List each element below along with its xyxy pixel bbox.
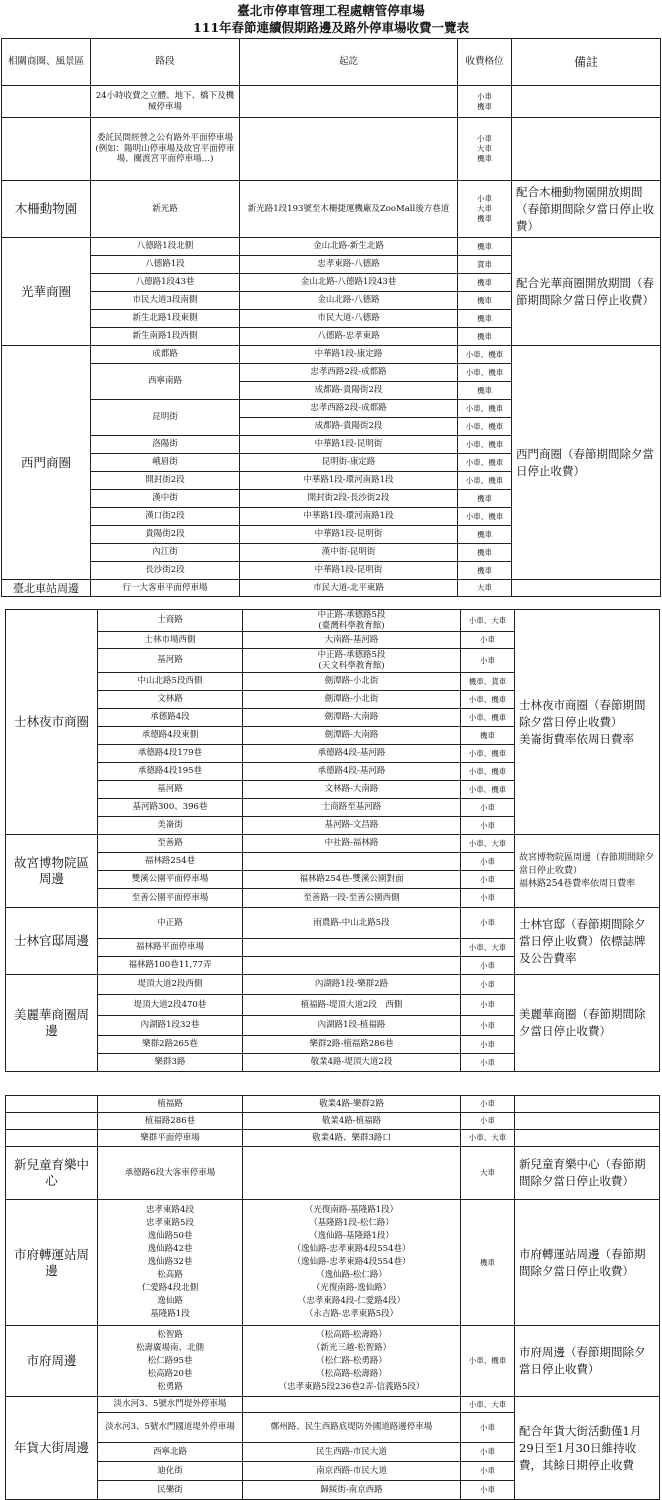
fee-cell: 小車、機車 — [461, 691, 515, 709]
range-cell: 中正路-承德路5段 (臺灣科學教育館) — [243, 610, 461, 632]
road-cell: 士商路 — [98, 610, 243, 632]
range-cell: 至善路一段-至善公園西側 — [243, 889, 461, 908]
table-row — [6, 610, 660, 632]
road-cell: 福林路100巷11,77弄 — [98, 957, 243, 975]
road-cell: 植福路 — [98, 1096, 243, 1113]
range-cell: 中社路-福林路 — [243, 835, 461, 853]
road-cell: 中山北路5段西側 — [98, 673, 243, 691]
note-cell — [515, 1096, 660, 1113]
range-cell: 中華路1段-昆明街 — [240, 436, 458, 454]
area-cell: 市府轉運站周邊 — [6, 1200, 98, 1326]
note-cell: 西門商圈（春節期間除夕當日停止收費） — [512, 346, 661, 580]
note-cell: 市府轉運站周邊（春節期間除夕當日停止收費） — [515, 1200, 660, 1326]
table-row — [6, 1147, 660, 1200]
range-cell — [243, 957, 461, 975]
road-cell: 中正路 — [98, 908, 243, 939]
road-cell: 委託民間經營之公有路外平面停車場(例如：陽明山停車場及故宮平面停車場、關渡宮平面停車場…) — [91, 118, 240, 181]
fee-cell: 小車 — [461, 1462, 515, 1481]
road-cell: 植福路286巷 — [98, 1113, 243, 1130]
fee-cell: 機車 — [458, 238, 512, 256]
note-cell — [515, 835, 660, 908]
range-cell: 忠孝西路2段-成都路 — [240, 364, 458, 382]
road-cell: 基河路 — [98, 649, 243, 673]
fee-cell: 小車、機車 — [461, 745, 515, 763]
road-cell: 淡水河3、5號水門國道堤外停車場 — [98, 1413, 243, 1443]
area-cell: 西門商圈 — [2, 346, 91, 580]
road-cell: 樂群2路265巷 — [98, 1036, 243, 1054]
road-cell: 文林路 — [98, 691, 243, 709]
range-cell: 內湖路1段-植福路 — [243, 1016, 461, 1036]
note-cell: 士林官邸（春節期間除夕當日停止收費）依標誌牌及公告費率 — [515, 908, 660, 975]
table-row — [6, 1096, 660, 1113]
range-cell: 中華路1段-昆明街 — [240, 526, 458, 544]
road-cell: 開封街2段 — [91, 472, 240, 490]
fee-cell: 小車 — [461, 975, 515, 995]
page-title: 臺北市停車管理工程處轄管停車場 — [237, 3, 425, 18]
range-cell: 劍潭路-大南路 — [243, 727, 461, 745]
note-cell: 新兒童育樂中心（春節期間除夕當日停止收費） — [515, 1147, 660, 1200]
range-cell: 中華路1段-昆明街 — [240, 562, 458, 580]
range-cell — [243, 1397, 461, 1413]
fee-cell: 機車 — [458, 382, 512, 400]
range-cell: 承德路4段-基河路 — [243, 763, 461, 781]
fee-cell: 小車 — [461, 799, 515, 817]
range-cell — [243, 1147, 461, 1200]
table-row — [6, 1113, 660, 1130]
range-cell: 成都路-貴陽街2段 — [240, 418, 458, 436]
range-cell: 中華路1段-環河南路1段 — [240, 472, 458, 490]
road-cell: 八德路1段北側 — [91, 238, 240, 256]
fee-cell: 機車 — [461, 1200, 515, 1326]
fee-cell: 小車 — [461, 853, 515, 871]
road-cell: 樂群平面停車場 — [98, 1130, 243, 1147]
range-cell: （光復南路-基隆路1段） （基隆路1段-松仁路） （逸仙路-基隆路1段） （逸仙路-忠孝東路4段554巷） （逸仙路-忠孝東路4段554巷） （逸仙路-松仁路） （光復南路-逸仙路） （忠孝東路4段-仁愛路4段） （永吉路-忠孝東路5段） — [243, 1200, 461, 1326]
header-area: 相關商圈、風景區 — [2, 39, 91, 86]
road-cell: 西寧南路 — [91, 364, 240, 400]
road-cell: 基河路 — [98, 781, 243, 799]
area-cell: 士林夜市商圈 — [6, 610, 98, 835]
fee-cell: 小車 — [461, 871, 515, 889]
area-cell — [6, 1130, 98, 1147]
page-subtitle: 111年春節連續假期路邊及路外停車場收費一覽表 — [192, 20, 470, 35]
range-cell: 開封街2段-長沙街2段 — [240, 490, 458, 508]
note-cell — [515, 610, 660, 835]
table-header-row — [2, 39, 661, 86]
range-cell: 劍潭路-大南路 — [243, 709, 461, 727]
fee-cell: 小車、機車 — [461, 1326, 515, 1397]
fee-cell: 小車 — [461, 632, 515, 649]
range-cell: 文林路-大南路 — [243, 781, 461, 799]
fee-cell: 機車 — [458, 310, 512, 328]
road-cell: 西寧北路 — [98, 1443, 243, 1462]
road-cell: 至善路 — [98, 835, 243, 853]
road-cell: 美崙街 — [98, 817, 243, 835]
fee-cell: 小車、機車 — [458, 508, 512, 526]
road-cell: 堤頂大道2段西側 — [98, 975, 243, 995]
note-cell — [512, 580, 661, 597]
area-cell — [6, 1113, 98, 1130]
fee-cell: 機車 — [458, 328, 512, 346]
fee-cell: 小車 — [461, 889, 515, 908]
palace-note-2: 福林路254巷費率依周日費率 — [519, 878, 636, 889]
range-cell: 歸綏街-南京西路 — [243, 1481, 461, 1500]
road-cell: 內湖路1段32巷 — [98, 1016, 243, 1036]
range-cell: 雨農路-中山北路5段 — [243, 908, 461, 939]
range-cell: 承德路4段-基河路 — [243, 745, 461, 763]
range-cell: 中華路1段-康定路 — [240, 346, 458, 364]
fee-cell: 小車、機車 — [458, 400, 512, 418]
range-cell: 漢中街-昆明街 — [240, 544, 458, 562]
table-row — [2, 118, 661, 181]
road-cell: 至善公園平面停車場 — [98, 889, 243, 908]
fee-cell: 機車 — [458, 292, 512, 310]
area-cell: 士林官邸周邊 — [6, 908, 98, 975]
area-cell — [2, 86, 91, 118]
road-cell: 承德路4段東側 — [98, 727, 243, 745]
fee-table-part3 — [5, 1095, 660, 1500]
area-cell: 新兒童育樂中心 — [6, 1147, 98, 1200]
area-cell: 年貨大街周邊 — [6, 1397, 98, 1500]
range-cell: 市民大道-北平東路 — [240, 580, 458, 597]
road-cell: 成都路 — [91, 346, 240, 364]
fee-cell: 小車 — [461, 1096, 515, 1113]
road-cell: 新光路 — [91, 181, 240, 238]
road-cell: 漢口街2段 — [91, 508, 240, 526]
shilin-note-1: 士林夜市商圈（春節期間除夕當日停止收費） — [519, 697, 646, 729]
fee-cell: 小車、機車 — [461, 763, 515, 781]
fee-cell: 小車 — [461, 817, 515, 835]
range-cell — [240, 86, 458, 118]
road-cell: 承德路4段 — [98, 709, 243, 727]
fee-cell: 小車、機車 — [458, 436, 512, 454]
area-cell: 木柵動物園 — [2, 181, 91, 238]
range-cell: 樂群2路-植福路286巷 — [243, 1036, 461, 1054]
fee-cell: 小車 — [461, 1054, 515, 1072]
table-row — [2, 86, 661, 118]
road-cell: 峨眉街 — [91, 454, 240, 472]
road-cell: 樂群3路 — [98, 1054, 243, 1072]
road-cell: 淡水河3、5號水門堤外停車場 — [98, 1397, 243, 1413]
road-cell: 新生北路1段東側 — [91, 310, 240, 328]
range-cell: （松高路-松壽路） （新光三越-松智路） （松仁路-松勇路） （松高路-松壽路） （忠孝東路5段236巷2弄-信義路5段） — [243, 1326, 461, 1397]
note-cell: 配合木柵動物園開放期間（春節期間除夕當日停止收費） — [512, 181, 661, 238]
palace-note-1: 故宮博物院區周邊（春節期間除夕當日停止收費） — [519, 852, 655, 876]
page-header — [0, 2, 662, 36]
table-row — [6, 975, 660, 995]
area-cell: 市府周邊 — [6, 1326, 98, 1397]
fee-cell: 小車、機車 — [461, 709, 515, 727]
fee-cell: 小車、大車 — [461, 1397, 515, 1413]
fee-cell: 小車 大車 機車 — [458, 118, 512, 181]
road-cell: 迪化街 — [98, 1462, 243, 1481]
fee-cell: 機車 — [461, 727, 515, 745]
road-cell: 八德路1段43巷 — [91, 274, 240, 292]
range-cell: 基河路-文昌路 — [243, 817, 461, 835]
road-cell: 24小時收費之立體、地下、橋下及機械停車場 — [91, 86, 240, 118]
range-cell: 市民大道-八德路 — [240, 310, 458, 328]
fee-cell: 貨車 — [458, 256, 512, 274]
fee-table-part1 — [1, 38, 661, 597]
road-cell: 基河路300、396巷 — [98, 799, 243, 817]
range-cell — [243, 853, 461, 871]
range-cell: 忠孝東路-八德路 — [240, 256, 458, 274]
range-cell: 內湖路1段-樂群2路 — [243, 975, 461, 995]
table-row — [6, 1326, 660, 1397]
road-cell: 堤頂大道2段470巷 — [98, 995, 243, 1016]
range-cell: 劍潭路-小北街 — [243, 673, 461, 691]
range-cell — [243, 939, 461, 957]
table-row — [6, 1130, 660, 1147]
area-cell: 臺北車站周邊 — [2, 580, 91, 597]
header-road: 路段 — [91, 39, 240, 86]
area-cell — [2, 118, 91, 181]
road-cell: 市民大道3段南側 — [91, 292, 240, 310]
road-cell: 承德路4段195巷 — [98, 763, 243, 781]
range-cell: 中正路-承德路5段 (天文科學教育館) — [243, 649, 461, 673]
fee-cell: 小車 — [461, 995, 515, 1016]
range-cell: 敬業4路、樂群3路口 — [243, 1130, 461, 1147]
header-note: 備註 — [512, 39, 661, 86]
fee-cell: 小車 — [461, 908, 515, 939]
fee-cell: 機車 — [458, 490, 512, 508]
range-cell: 中華路1段-環河南路1段 — [240, 508, 458, 526]
shilin-note-2: 美崙街費率依周日費率 — [519, 731, 634, 746]
range-cell: 金山北路-八德路 — [240, 292, 458, 310]
fee-cell: 大車 — [461, 1147, 515, 1200]
fee-cell: 機車 — [458, 526, 512, 544]
fee-cell: 小車 — [461, 1016, 515, 1036]
range-cell: 成都路-貴陽街2段 — [240, 382, 458, 400]
fee-cell: 小車 — [461, 957, 515, 975]
fee-cell: 小車 — [461, 1113, 515, 1130]
range-cell: 南京西路-市民大道 — [243, 1462, 461, 1481]
area-cell: 美麗華商圈周邊 — [6, 975, 98, 1072]
range-cell: 金山北路-八德路1段43巷 — [240, 274, 458, 292]
road-cell: 福林路254巷 — [98, 853, 243, 871]
fee-cell: 小車、機車 — [458, 364, 512, 382]
range-cell: 忠孝西路2段-成都路 — [240, 400, 458, 418]
road-cell: 民樂街 — [98, 1481, 243, 1500]
range-cell: 劍潭路-小北街 — [243, 691, 461, 709]
range-cell: 昆明街-康定路 — [240, 454, 458, 472]
fee-cell: 小車 — [461, 1413, 515, 1443]
note-cell — [515, 1113, 660, 1130]
table-row — [2, 181, 661, 238]
note-cell: 配合光華商圈開放期間（春節期間除夕當日停止收費） — [512, 238, 661, 346]
range-cell: 士商路至基河路 — [243, 799, 461, 817]
area-cell: 光華商圈 — [2, 238, 91, 346]
road-cell: 松智路 松壽廣場南、北側 松仁路95巷 松高路20巷 松勇路 — [98, 1326, 243, 1397]
road-cell: 昆明街 — [91, 400, 240, 436]
road-cell: 八德路1段 — [91, 256, 240, 274]
range-cell: 鄭州路、民生西路底堤防外國道路邊停車場 — [243, 1413, 461, 1443]
road-cell: 內江街 — [91, 544, 240, 562]
fee-cell: 小車 大車 機車 — [458, 181, 512, 238]
road-cell: 行一大客車平面停車場 — [91, 580, 240, 597]
note-cell: 美麗華商圈（春節期間除夕當日停止收費） — [515, 975, 660, 1072]
range-cell — [240, 118, 458, 181]
fee-cell: 機車 — [458, 562, 512, 580]
road-cell: 長沙街2段 — [91, 562, 240, 580]
table-row — [6, 835, 660, 853]
page-break-gap — [0, 1085, 662, 1095]
table-row — [6, 1200, 660, 1326]
fee-cell: 小車、機車 — [458, 418, 512, 436]
table-row — [2, 238, 661, 256]
fee-cell: 小車、大車 — [461, 610, 515, 632]
road-cell: 洛陽街 — [91, 436, 240, 454]
fee-cell: 小車 — [461, 649, 515, 673]
note-cell — [515, 1130, 660, 1147]
range-cell: 八德路-忠孝東路 — [240, 328, 458, 346]
road-cell: 新生南路1段西側 — [91, 328, 240, 346]
note-cell — [512, 118, 661, 181]
fee-table-part2 — [5, 609, 660, 1072]
road-cell: 忠孝東路4段 忠孝東路5段 逸仙路50巷 逸仙路42巷 逸仙路32巷 松高路 仁愛路4段北側 逸仙路 基隆路1段 — [98, 1200, 243, 1326]
area-cell — [6, 1096, 98, 1113]
range-cell: 金山北路-新生北路 — [240, 238, 458, 256]
fee-cell: 小車 機車 — [458, 86, 512, 118]
fee-cell: 小車、機車 — [458, 472, 512, 490]
range-cell: 新光路1段193號至木柵捷運機廠及ZooMall後方巷道 — [240, 181, 458, 238]
fee-cell: 機車 — [458, 274, 512, 292]
road-cell: 貴陽街2段 — [91, 526, 240, 544]
range-cell: 敬業4路-堤頂大道2段 — [243, 1054, 461, 1072]
header-range: 起訖 — [240, 39, 458, 86]
fee-cell: 小車、機車 — [458, 454, 512, 472]
fee-cell: 小車、大車 — [461, 939, 515, 957]
range-cell: 大南路-基河路 — [243, 632, 461, 649]
header-fee: 收費格位 — [458, 39, 512, 86]
table-row — [2, 346, 661, 364]
range-cell: 敬業4路-樂群2路 — [243, 1096, 461, 1113]
table-row — [6, 1397, 660, 1413]
fee-cell: 小車、大車 — [461, 1130, 515, 1147]
range-cell: 植福路-堤頂大道2段 西側 — [243, 995, 461, 1016]
fee-cell: 小車 — [461, 1443, 515, 1462]
range-cell: 民生西路-市民大道 — [243, 1443, 461, 1462]
fee-cell: 小車、大車 — [461, 835, 515, 853]
road-cell: 承德路6段大客車停車場 — [98, 1147, 243, 1200]
area-cell: 故宮博物院區周邊 — [6, 835, 98, 908]
road-cell: 雙溪公園平面停車場 — [98, 871, 243, 889]
table-row — [2, 580, 661, 597]
note-cell: 配合年貨大街活動僅1月29日至1月30日維持收費，其餘日期停止收費 — [515, 1397, 660, 1500]
fee-cell: 大車 — [458, 580, 512, 597]
fee-cell: 小車 — [461, 1481, 515, 1500]
fee-cell: 機車 — [458, 544, 512, 562]
table-row — [6, 908, 660, 939]
note-cell: 市府周邊（春節期間除夕當日停止收費） — [515, 1326, 660, 1397]
road-cell: 承德路4段179巷 — [98, 745, 243, 763]
fee-cell: 小車、機車 — [461, 781, 515, 799]
road-cell: 漢中街 — [91, 490, 240, 508]
note-cell — [512, 86, 661, 118]
range-cell: 福林路254巷-雙溪公園對面 — [243, 871, 461, 889]
fee-cell: 小車、機車 — [458, 346, 512, 364]
fee-cell: 機車、貨車 — [461, 673, 515, 691]
range-cell: 敬業4路-植福路 — [243, 1113, 461, 1130]
fee-cell: 小車 — [461, 1036, 515, 1054]
road-cell: 士林市場西側 — [98, 632, 243, 649]
road-cell: 福林路平面停車場 — [98, 939, 243, 957]
